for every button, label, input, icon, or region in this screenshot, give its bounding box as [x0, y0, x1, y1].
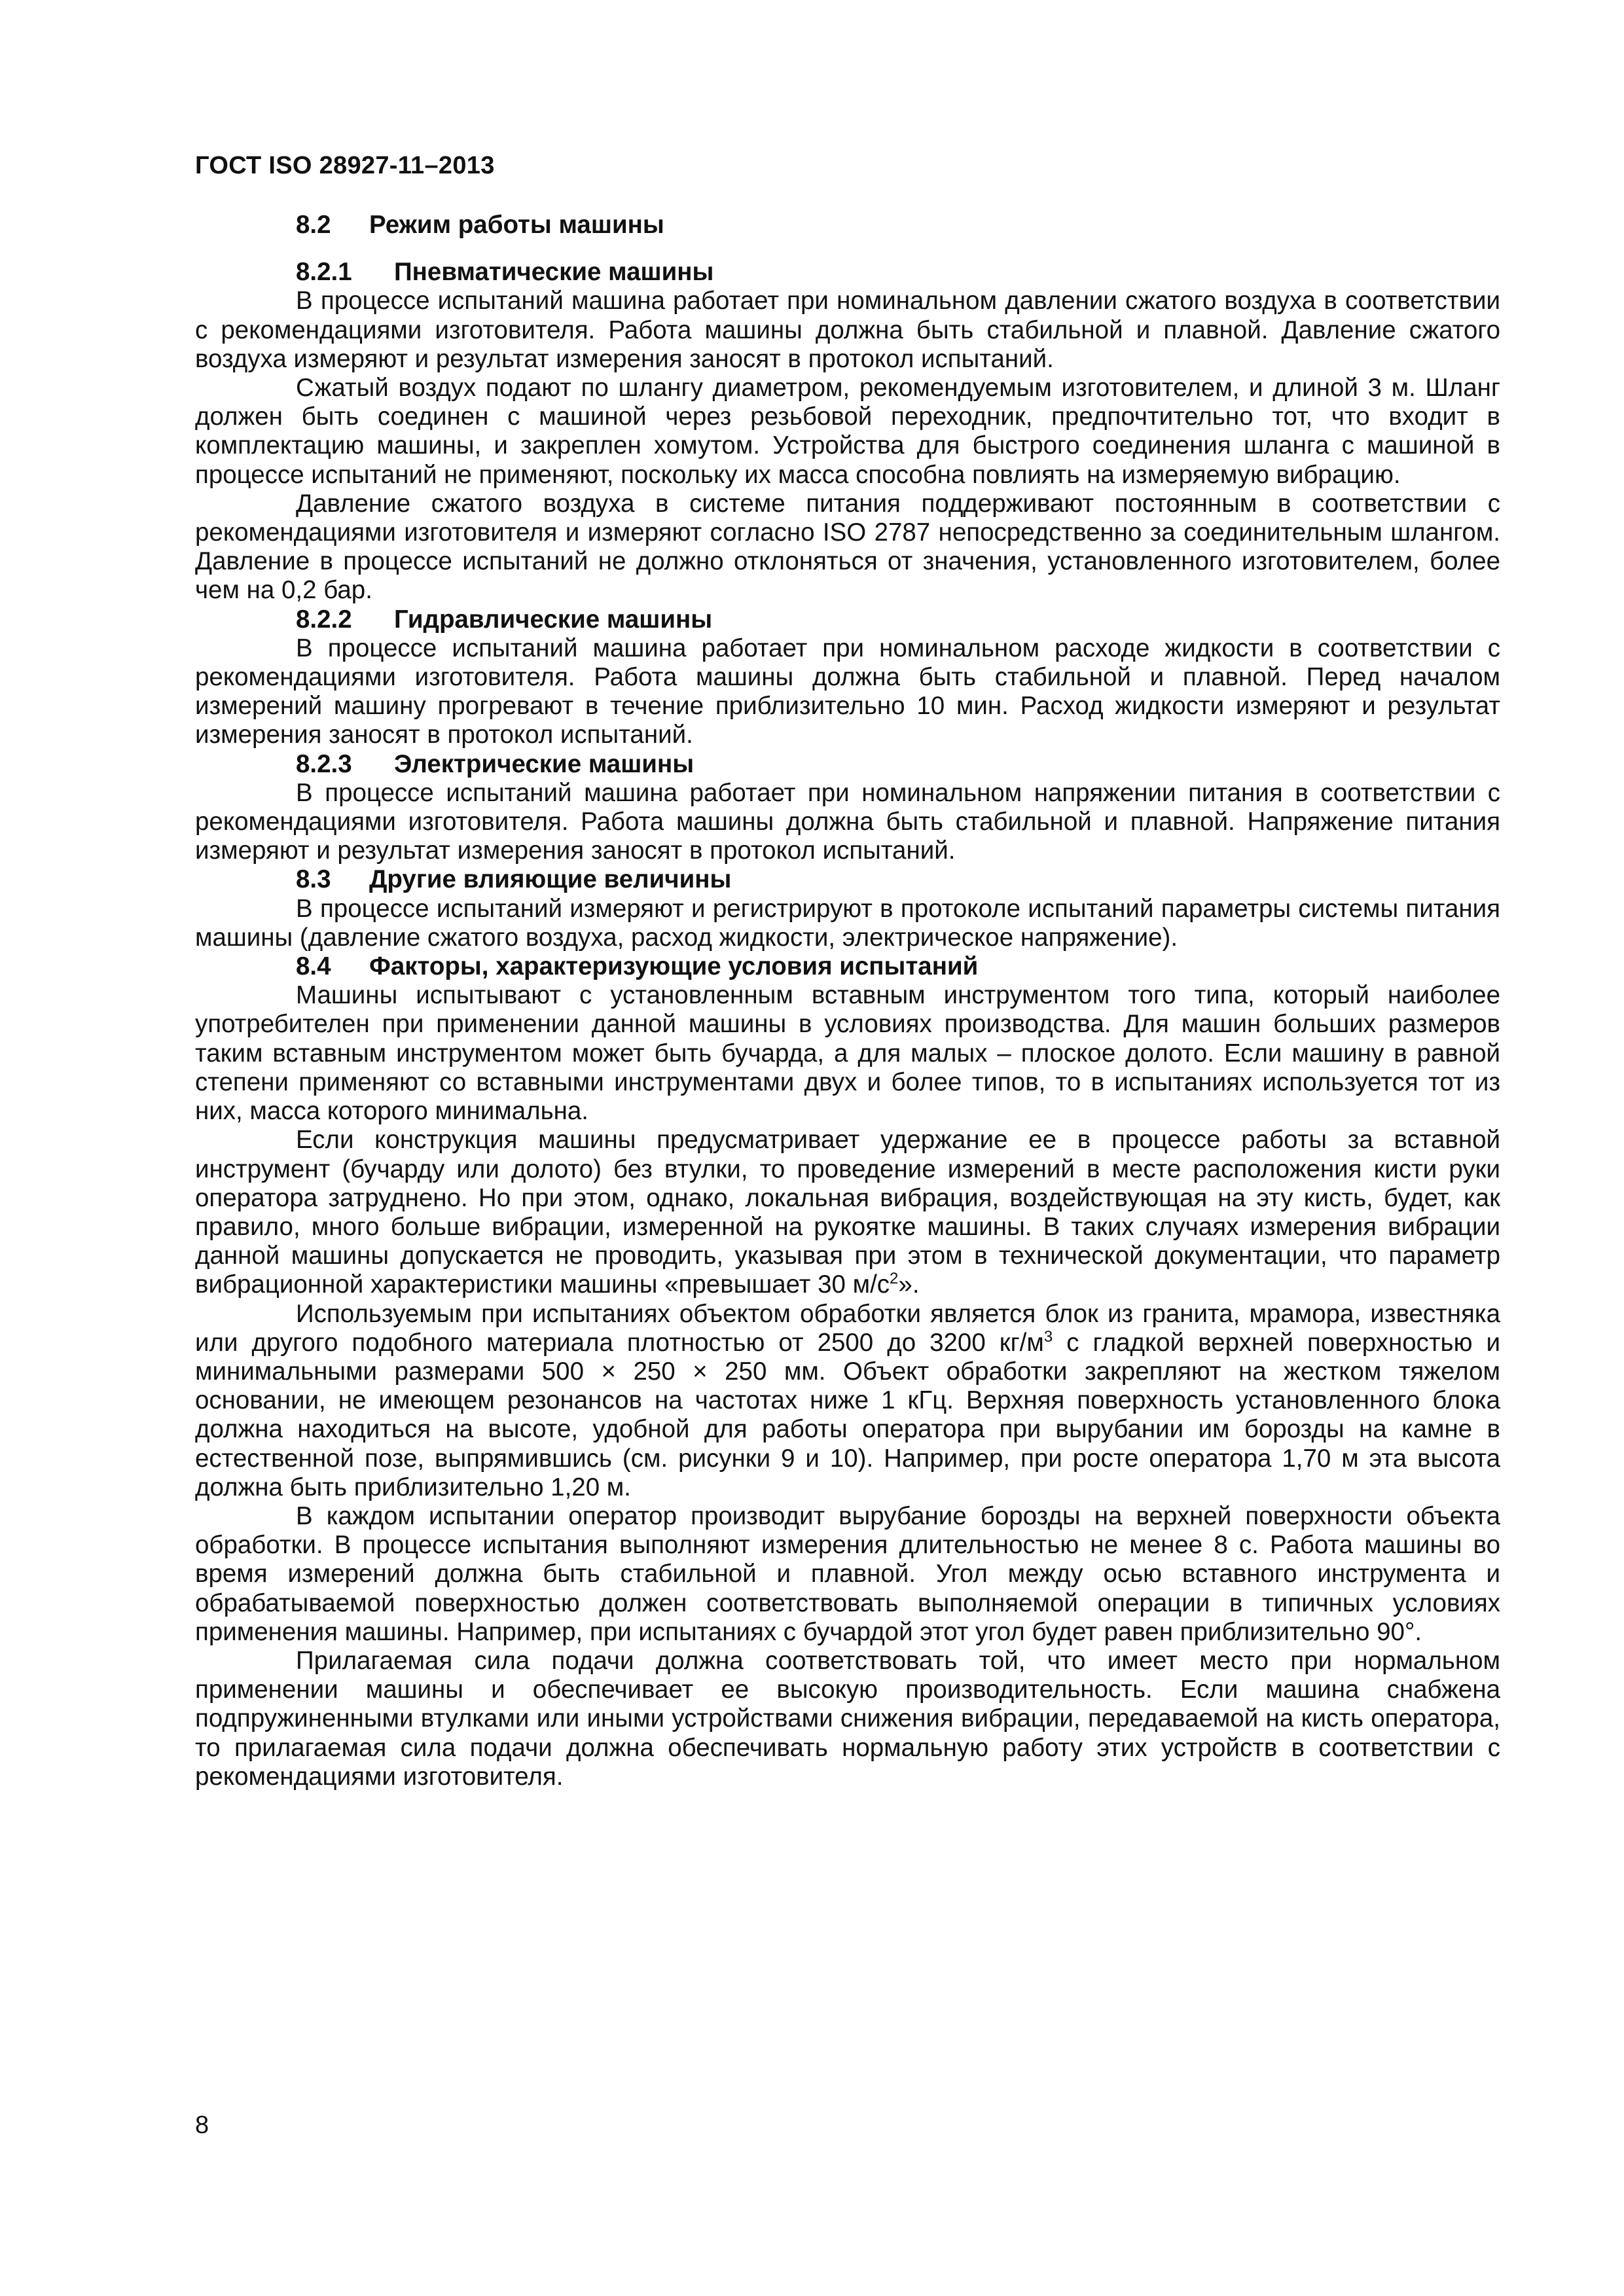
paragraph: В процессе испытаний машина работает при номинальном давлении сжатого воздуха в соответствии с рекомендациями изготовителя. Работа машины должна быть стабильной и плавной. Давление сжатого воздуха измеряют и результат измерения заносят в протокол испытаний. — [195, 287, 1500, 373]
section-heading-8-4 — [195, 952, 1500, 981]
section-number: 8.3 — [296, 865, 331, 894]
page-number: 8 — [195, 2111, 209, 2139]
paragraph: Сжатый воздух подают по шлангу диаметром, рекомендуемым изготовителем, и длиной 3 м. Шланг должен быть соединен с машиной через резьбовой переходник, предпочтительно тот, что входит в комплектацию машины, и закреплен хомутом. Устройства для быстрого соединения шланга с машиной в процессе испытаний не применяют, поскольку их масса способна повлиять на измеряемую вибрацию. — [195, 374, 1500, 489]
section-title: Гидравлические машины — [394, 605, 713, 634]
section-heading-8-2-2 — [195, 605, 1500, 634]
section-heading-8-2 — [195, 211, 1500, 240]
paragraph: Давление сжатого воздуха в системе питания поддерживают постоянным в соответствии с рекомендациями изготовителя и измеряют согласно ISO 2787 непосредственно за соединительным шлангом. Давление в процессе испытаний не должно отклоняться от значения, установленного изготовителем, более чем на 0,2 бар. — [195, 489, 1500, 605]
section-number: 8.2 — [296, 211, 331, 239]
paragraph: В процессе испытаний машина работает при номинальном напряжении питания в соответствии с рекомендациями изготовителя. Работа машины должна быть стабильной и плавной. Напряжение питания измеряют и результат измерения заносят в протокол испытаний. — [195, 778, 1500, 865]
section-heading-8-3 — [195, 865, 1500, 894]
document-id-header: ГОСТ ISO 28927-11–2013 — [195, 152, 495, 179]
section-number: 8.4 — [296, 952, 331, 981]
section-number: 8.2.3 — [296, 749, 352, 778]
paragraph-text: ». — [898, 1270, 920, 1299]
superscript: 3 — [1043, 1327, 1053, 1346]
paragraph: В процессе испытаний машина работает при номинальном расходе жидкости в соответствии с рекомендациями изготовителя. Работа машины должна быть стабильной и плавной. Перед началом измерений машину прогревают в течение приблизительно 10 мин. Расход жидкости измеряют и результат измерения заносят в протокол испытаний. — [195, 634, 1500, 749]
section-title: Пневматические машины — [394, 258, 714, 287]
paragraph — [195, 1300, 1500, 1502]
page-content — [195, 211, 1500, 1791]
paragraph: В процессе испытаний измеряют и регистрируют в протоколе испытаний параметры системы питания машины (давление сжатого воздуха, расход жидкости, электрическое напряжение). — [195, 894, 1500, 952]
section-number: 8.2.2 — [296, 605, 352, 634]
section-title: Другие влияющие величины — [369, 865, 732, 894]
paragraph: Машины испытывают с установленным вставным инструментом того типа, который наиболее употребителен при применении данной машины в условиях производства. Для машин больших размеров таким вставным инструментом может быть бучарда, а для малых – плоское долото. Если машину в равной степени применяют со вставными инструментами двух и более типов, то в испытаниях используется тот из них, масса которого минимальна. — [195, 981, 1500, 1126]
paragraph — [195, 1126, 1500, 1299]
section-heading-8-2-1 — [195, 258, 1500, 287]
section-number: 8.2.1 — [296, 258, 352, 287]
paragraph: В каждом испытании оператор производит вырубание борозды на верхней поверхности объекта обработки. В процессе испытания выполняют измерения длительностью не менее 8 с. Работа машины во время измерений должна быть стабильной и плавной. Угол между осью вставного инструмента и обрабатываемой поверхностью должен соответствовать выполняемой операции в типичных условиях применения машины. Например, при испытаниях с бучардой этот угол будет равен приблизительно 90°. — [195, 1501, 1500, 1646]
section-title: Режим работы машины — [369, 211, 664, 239]
section-title: Электрические машины — [394, 749, 695, 778]
paragraph-text: с гладкой верхней поверхностью и минимальными размерами 500 × 250 × 250 мм. Объект обработки закрепляют на жестком тяжелом основании, не имеющем резонансов на частотах ниже 1 кГц. Верхняя поверхность установленного блока должна находиться на высоте, удобной для работы оператора при вырубании им борозды на камне в естественной позе, выпрямившись (см. рисунки 9 и 10). Например, при росте оператора 1,70 м эта высота должна быть приблизительно 1,20 м. — [195, 1328, 1500, 1501]
section-heading-8-2-3 — [195, 750, 1500, 779]
paragraph: Прилагаемая сила подачи должна соответствовать той, что имеет место при нормальном применении машины и обеспечивает ее высокую производительность. Если машина снабжена подпружиненными втулками или иными устройствами снижения вибрации, передаваемой на кисть оператора, то прилагаемая сила подачи должна обеспечивать нормальную работу этих устройств в соответствии с рекомендациями изготовителя. — [195, 1646, 1500, 1791]
paragraph-text: Если конструкция машины предусматривает удержание ее в процессе работы за вставной инструмент (бучарду или долото) без втулки, то проведение измерений в месте расположения кисти руки оператора затруднено. Но при этом, однако, локальная вибрация, воздействующая на эту кисть, будет, как правило, много больше вибрации, измеренной на рукоятке машины. В таких случаях измерения вибрации данной машины допускается не проводить, указывая при этом в технической документации, что параметр вибрационной характеристики машины «превышает 30 м/с — [195, 1126, 1500, 1299]
superscript: 2 — [890, 1270, 899, 1288]
section-title: Факторы, характеризующие условия испытаний — [369, 952, 979, 981]
paragraph-text: Используемым при испытаниях объектом обработки является блок из гранита, мрамора, известняка или другого подобного материала плотностью от 2500 до 3200 кг/м — [195, 1299, 1500, 1357]
